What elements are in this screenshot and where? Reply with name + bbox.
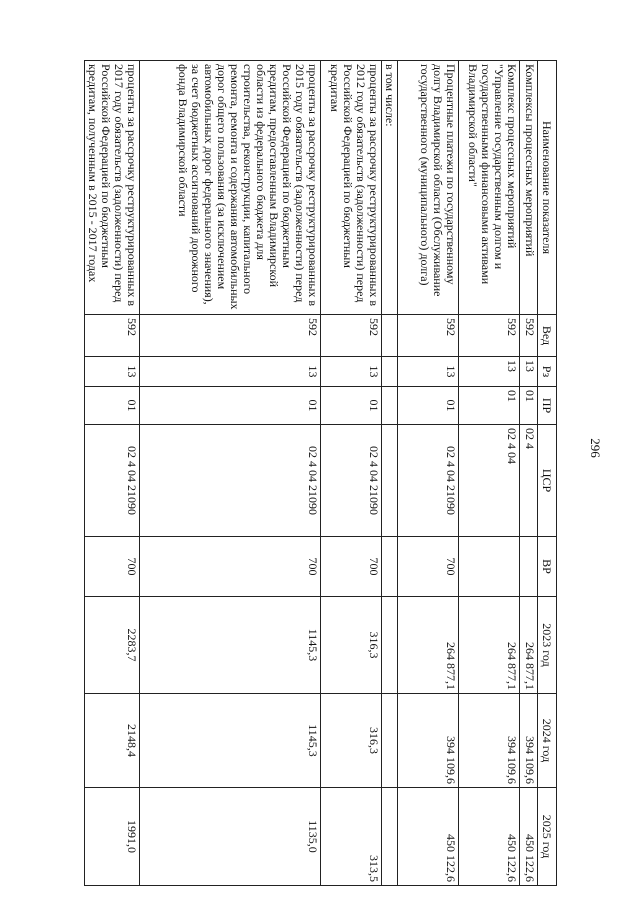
cell-2024: 394 109,6 bbox=[398, 694, 459, 788]
cell-2024: 394 109,6 bbox=[459, 694, 520, 788]
header-rz: Рз bbox=[538, 357, 557, 387]
cell-csr: 02 4 04 21090 bbox=[85, 425, 140, 537]
header-vr: ВР bbox=[538, 537, 557, 597]
header-2023: 2023 год bbox=[538, 597, 557, 694]
cell-2025: 313,5 bbox=[321, 788, 382, 886]
cell-rz: 13 bbox=[85, 357, 140, 387]
table-row bbox=[382, 61, 398, 886]
rotated-table-container bbox=[57, 60, 557, 885]
cell-2024 bbox=[382, 694, 398, 788]
cell-ved: 592 bbox=[140, 315, 321, 357]
cell-2024: 1145,3 bbox=[140, 694, 321, 788]
cell-ved: 592 bbox=[85, 315, 140, 357]
cell-2023 bbox=[382, 597, 398, 694]
table-row bbox=[520, 61, 538, 886]
cell-vr bbox=[459, 537, 520, 597]
cell-pr bbox=[382, 387, 398, 425]
cell-2025: 450 122,6 bbox=[398, 788, 459, 886]
cell-name: Комплекс процессных мероприятий "Управление государственным долгом и государственными финансовыми активами Владимирской области" bbox=[459, 61, 520, 315]
cell-ved: 592 bbox=[520, 315, 538, 357]
cell-vr bbox=[382, 537, 398, 597]
cell-2024: 394 109,6 bbox=[520, 694, 538, 788]
cell-vr: 700 bbox=[85, 537, 140, 597]
cell-pr: 01 bbox=[459, 387, 520, 425]
cell-pr: 01 bbox=[140, 387, 321, 425]
cell-2025: 450 122,6 bbox=[520, 788, 538, 886]
cell-vr: 700 bbox=[321, 537, 382, 597]
cell-2025: 1135,0 bbox=[140, 788, 321, 886]
header-pr: ПР bbox=[538, 387, 557, 425]
cell-csr: 02 4 04 21090 bbox=[140, 425, 321, 537]
header-csr: ЦСР bbox=[538, 425, 557, 537]
cell-vr: 700 bbox=[140, 537, 321, 597]
cell-rz: 13 bbox=[459, 357, 520, 387]
table-row bbox=[321, 61, 382, 886]
table-row bbox=[85, 61, 140, 886]
cell-2023: 316,3 bbox=[321, 597, 382, 694]
cell-name: проценты за рассрочку реструктурированных в 2017 году обязательств (задолженности) перед Российской Федерацией по бюджетным кредитам, полученным в 2015 - 2017 годах bbox=[85, 61, 140, 315]
cell-2024: 2148,4 bbox=[85, 694, 140, 788]
cell-pr: 01 bbox=[85, 387, 140, 425]
table-row bbox=[140, 61, 321, 886]
cell-name: Процентные платежи по государственному долгу Владимирской области (Обслуживание государственного (муниципального) долга) bbox=[398, 61, 459, 315]
cell-name: в том числе: bbox=[382, 61, 398, 315]
cell-2025: 450 122,6 bbox=[459, 788, 520, 886]
cell-pr: 01 bbox=[398, 387, 459, 425]
cell-2025 bbox=[382, 788, 398, 886]
cell-csr: 02 4 04 21090 bbox=[398, 425, 459, 537]
cell-name: Комплексы процессных мероприятий bbox=[520, 61, 538, 315]
budget-table bbox=[84, 60, 557, 886]
cell-ved: 592 bbox=[398, 315, 459, 357]
cell-2023: 1145,3 bbox=[140, 597, 321, 694]
header-2025: 2025 год bbox=[538, 788, 557, 886]
cell-csr: 02 4 04 21090 bbox=[321, 425, 382, 537]
cell-2024: 316,3 bbox=[321, 694, 382, 788]
cell-2023: 2283,7 bbox=[85, 597, 140, 694]
cell-pr: 01 bbox=[321, 387, 382, 425]
cell-csr bbox=[382, 425, 398, 537]
cell-name: проценты за рассрочку реструктурированных в 2012 году обязательств (задолженности) перед Российской Федерацией по бюджетным кредитам bbox=[321, 61, 382, 315]
cell-ved: 592 bbox=[459, 315, 520, 357]
header-name: Наименование показателя bbox=[538, 61, 557, 315]
header-2024: 2024 год bbox=[538, 694, 557, 788]
cell-vr: 700 bbox=[398, 537, 459, 597]
cell-2023: 264 877,1 bbox=[398, 597, 459, 694]
cell-rz bbox=[382, 357, 398, 387]
cell-name: проценты за рассрочку реструктурированных в 2015 году обязательств (задолженности) перед Российской Федерацией по бюджетным кредитам, предоставленным Владимирской области из федерального бюджета для строительства, реконструкции, капитального ремонта, ремонта и содержания автомобильных дорог общего пользования (за исключением автомобильных дорог федерального значения), за счет бюджетных ассигнований дорожного фонда Владимирской области bbox=[140, 61, 321, 315]
cell-2023: 264 877,1 bbox=[459, 597, 520, 694]
header-row bbox=[538, 61, 557, 886]
header-ved: Вед bbox=[538, 315, 557, 357]
table-row bbox=[398, 61, 459, 886]
cell-ved: 592 bbox=[321, 315, 382, 357]
cell-2023: 264 877,1 bbox=[520, 597, 538, 694]
cell-csr: 02 4 bbox=[520, 425, 538, 537]
cell-rz: 13 bbox=[398, 357, 459, 387]
cell-vr bbox=[520, 537, 538, 597]
cell-ved bbox=[382, 315, 398, 357]
cell-pr: 01 bbox=[520, 387, 538, 425]
cell-rz: 13 bbox=[140, 357, 321, 387]
table-row bbox=[459, 61, 520, 886]
cell-rz: 13 bbox=[520, 357, 538, 387]
cell-2025: 1991,0 bbox=[85, 788, 140, 886]
cell-csr: 02 4 04 bbox=[459, 425, 520, 537]
cell-rz: 13 bbox=[321, 357, 382, 387]
page-number: 296 bbox=[587, 438, 603, 458]
